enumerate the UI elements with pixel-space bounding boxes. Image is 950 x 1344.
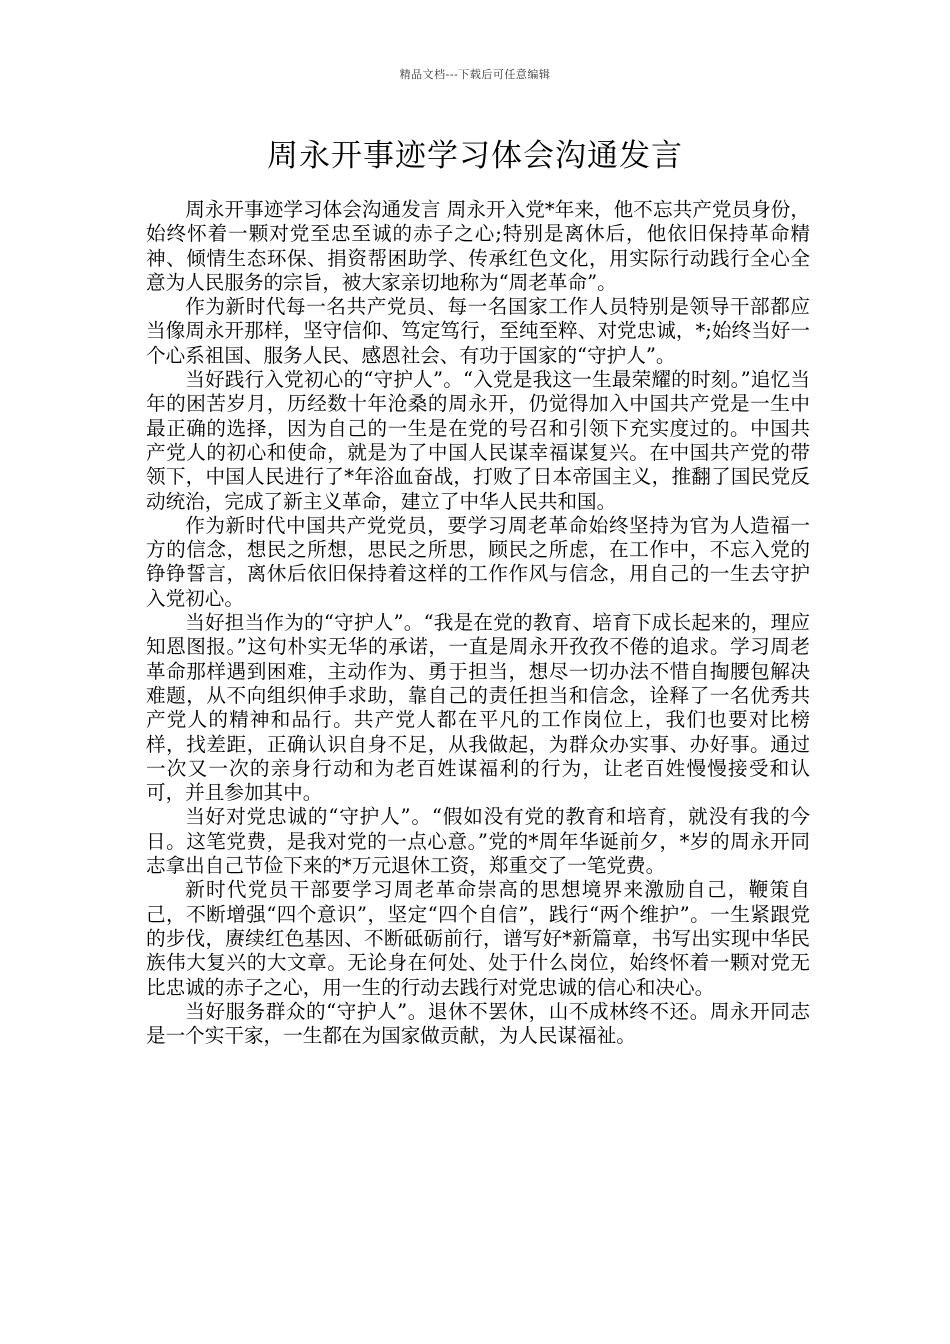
paragraph: 当好对党忠诚的“守护人”。“假如没有党的教育和培育，就没有我的今日。这笔党费，是我对党的一点心意。”党的*周年华诞前夕，*岁的周永开同志拿出自己节俭下来的*万元退休工资，郑重交了一笔党费。	[146, 805, 810, 878]
paragraph: 周永开事迹学习体会沟通发言 周永开入党*年来，他不忘共产党员身份，始终怀着一颗对党至忠至诚的赤子之心;特别是离休后，他依旧保持革命精神、倾情生态环保、捐资帮困助学、传承红色文化，用实际行动践行全心全意为人民服务的宗旨，被大家亲切地称为“周老革命”。	[146, 198, 810, 294]
paragraph: 新时代党员干部要学习周老革命崇高的思想境界来激励自己，鞭策自己，不断增强“四个意识”，坚定“四个自信”，践行“两个维护”。一生紧跟党的步伐，赓续红色基因、不断砥砺前行，谱写好*新篇章，书写出实现中华民族伟大复兴的大文章。无论身在何处、处于什么岗位，始终怀着一颗对党无比忠诚的赤子之心，用一生的行动去践行对党忠诚的信心和决心。	[146, 878, 810, 999]
paragraph: 当好担当作为的“守护人”。“我是在党的教育、培育下成长起来的，理应知恩图报。”这句朴实无华的承诺，一直是周永开孜孜不倦的追求。学习周老革命那样遇到困难，主动作为、勇于担当，想尽一切办法不惜自掏腰包解决难题，从不向组织伸手求助，靠自己的责任担当和信念，诠释了一名优秀共产党人的精神和品行。共产党人都在平凡的工作岗位上，我们也要对比榜样，找差距，正确认识自身不足，从我做起，为群众办实事、办好事。通过一次又一次的亲身行动和为老百姓谋福利的行为，让老百姓慢慢接受和认可，并且参加其中。	[146, 611, 810, 805]
header-note: 精品文档---下载后可任意编辑	[399, 68, 551, 81]
document-title: 周永开事迹学习体会沟通发言	[267, 138, 683, 174]
paragraph: 当好服务群众的“守护人”。退休不罢休，山不成林终不还。周永开同志是一个实干家，一生都在为国家做贡献，为人民谋福祉。	[146, 999, 810, 1048]
paragraph: 作为新时代中国共产党党员，要学习周老革命始终坚持为官为人造福一方的信念，想民之所想，思民之所思，顾民之所虑，在工作中，不忘入党的铮铮誓言，离休后依旧保持着这样的工作作风与信念，用自己的一生去守护入党初心。	[146, 513, 810, 610]
paragraph: 作为新时代每一名共产党员、每一名国家工作人员特别是领导干部都应当像周永开那样，坚守信仰、笃定笃行，至纯至粹、对党忠诚，*;始终当好一个心系祖国、服务人民、感恩社会、有功于国家的“守护人”。	[146, 295, 810, 367]
paragraph: 当好践行入党初心的“守护人”。“入党是我这一生最荣耀的时刻。”追忆当年的困苦岁月，历经数十年沧桑的周永开，仍觉得加入中国共产党是一生中最正确的选择，因为自己的一生是在党的号召和引领下充实度过的。中国共产党人的初心和使命，就是为了中国人民谋幸福谋复兴。在中国共产党的带领下，中国人民进行了*年浴血奋战，打败了日本帝国主义，推翻了国民党反动统治，完成了新主义革命，建立了中华人民共和国。	[146, 368, 810, 513]
document-body	[146, 198, 810, 1048]
